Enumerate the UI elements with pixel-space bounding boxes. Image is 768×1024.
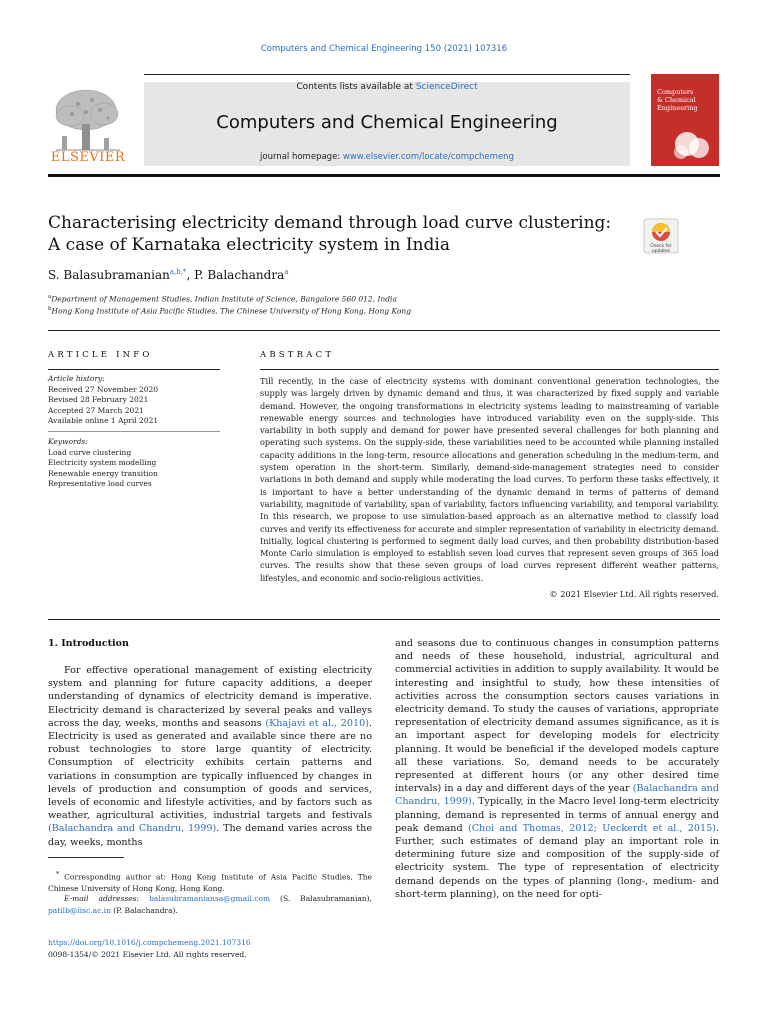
email-link[interactable]: balasubramaniansa@gmail.com <box>149 894 271 903</box>
affiliation-marker: a <box>48 294 52 300</box>
elsevier-wordmark: ELSEVIER <box>50 150 126 165</box>
masthead-rule <box>144 74 630 75</box>
check-for-updates-label <box>641 244 681 254</box>
left-column-paragraph <box>48 664 372 849</box>
affiliation-text: Department of Management Studies, Indian Institute of Science, Bangalore 560 012, India <box>51 294 397 304</box>
contents-prefix: Contents lists available at <box>296 82 413 92</box>
author-affiliation-marker[interactable]: a,b,* <box>169 268 187 276</box>
history-label: Article history: <box>48 374 105 383</box>
abstract-bottom-rule <box>48 619 720 620</box>
doi-link[interactable]: https://doi.org/10.1016/j.compchemeng.2021.107316 <box>48 938 251 947</box>
copyright-notice: © 2021 Elsevier Ltd. All rights reserved. <box>549 589 719 599</box>
cover-title <box>657 88 717 112</box>
keyword: Electricity system modelling <box>48 458 157 467</box>
accepted-date: Accepted 27 March 2021 <box>48 405 144 415</box>
author-name[interactable]: P. Balachandra <box>194 268 285 282</box>
body-text: and seasons due to continuous changes in consumption patterns and needs of these household, industrial, agricultural and commercial activities in addition to supply availability. It would be interesting and insightful to study, how these intensities of activities across the consumption sectors causes variations in electricity demand. To study the causes of variations, appropriate representation of electricity demand assumes significance, as it is an important aspect for developing models for electricity planning. It would be beneficial if the developed models capture all these variations. So, demand needs to be accurately represented at different hours (or any other desired time intervals) in a day and different days of the year <box>395 638 719 795</box>
homepage-line <box>144 152 630 162</box>
body-text: For effective operational management of existing electricity system and planning for future capacity additions, a deeper understanding of dynamics of electricity demand is imperative. Electricity demand is characterized by several peaks and valleys across the day, weeks, months and seasons <box>48 665 372 729</box>
check-label-line: Check for <box>650 244 672 249</box>
journal-homepage-link[interactable]: www.elsevier.com/locate/compchemeng <box>342 152 514 162</box>
cover-molecule-icon <box>665 126 715 164</box>
right-column-paragraph <box>395 637 719 901</box>
citation-link[interactable]: (Khajavi et al., 2010) <box>265 717 369 729</box>
section-heading-introduction: 1. Introduction <box>48 638 129 649</box>
keyword: Load curve clustering <box>48 447 132 457</box>
email-link[interactable]: patilb@iisc.ac.in <box>48 905 111 915</box>
body-text: . Further, such estimates of demand play an important role in determining future size and composition of the supply-side of electricity system. The type of representation of electricity demand depends on the types of planning (long-, medium- and short-term planning), on the need for opti- <box>395 822 720 900</box>
keywords-rule <box>48 431 220 432</box>
corresponding-author-footnote <box>48 869 372 895</box>
article-info-rule <box>48 369 220 370</box>
footnote-text: Corresponding author at: Hong Kong Institute of Asia Pacific Studies, The Chinese University of Hong Kong, Hong Kong. <box>48 872 372 893</box>
body-text: . The demand varies across the day, weeks, months <box>48 823 372 848</box>
contents-line <box>144 82 630 92</box>
journal-reference-link[interactable]: Computers and Chemical Engineering 150 (2021) 107316 <box>260 44 508 54</box>
keyword: Renewable energy transition <box>48 468 158 478</box>
email-owner: (S. Balasubramanian), <box>280 894 372 903</box>
keywords-label: Keywords: <box>48 437 88 446</box>
title-block-rule <box>48 330 720 331</box>
body-text: . Electricity is used as generated and available since there are no robust technologies to store large quantity of electricity. Consumption of electricity exhibits certain patterns and variations in consumption are typically influenced by changes in levels of production and consumption of goods and services, levels of economic and lifestyle activities, and by factors such as weather, agricultural activities, industrial targets and festivals <box>48 717 373 822</box>
keyword: Representative load curves <box>48 479 152 488</box>
affiliation-a <box>48 294 397 304</box>
footnote-rule <box>48 857 124 858</box>
email-label: E-mail addresses: <box>64 894 140 903</box>
email-owner: (P. Balachandra). <box>113 905 178 915</box>
paper-title: Characterising electricity demand through load curve clustering: A case of Karnataka electricity system in India <box>48 213 612 255</box>
keywords <box>48 437 158 490</box>
cover-title-line: Computers <box>657 88 694 96</box>
check-label-line: updates <box>651 249 671 254</box>
abstract-heading: ABSTRACT <box>260 350 335 360</box>
author-affiliation-marker[interactable]: a <box>284 268 289 276</box>
citation-link[interactable]: ; Ueckerdt et al., 2015) <box>593 822 716 834</box>
sciencedirect-link[interactable]: ScienceDirect <box>415 82 478 92</box>
affiliation-text: Hong Kong Institute of Asia Pacific Studies, The Chinese University of Hong Kong, Hong Kong <box>51 306 412 316</box>
footnote-marker: * <box>56 871 60 878</box>
online-date: Available online 1 April 2021 <box>48 416 159 425</box>
affiliation-b <box>48 306 411 316</box>
author-list <box>48 268 288 282</box>
body-text: . Typically, in the Macro level long-term electricity planning, demand is represented in terms of annual energy and peak demand <box>395 796 719 834</box>
article-info-heading: ARTICLE INFO <box>48 350 153 360</box>
citation-link[interactable]: (Balachandra and Chandru, 1999) <box>48 823 217 835</box>
abstract-text: Till recently, in the case of electricity systems with dominant conventional generation technologies, the supply was largely driven by dynamic demand and thus, it was characterized by fixed supply and variable demand. However, the ongoing transformations in electricity systems leading to mainstreaming of variable renewable energy sources and technologies have introduced variability even on the supply-side. This variability in both supply and demand for power have presented several challenges for both planning and operating such systems. On the supply-side, these variabilities need to be accounted while planning installed capacity additions in the long-term, resource allocations and generation scheduling in the medium-term, and system operation in the short-term. Similarly, demand-side-management strategies need to consider variations in both demand and supply while moderating the load curves. To perform these tasks effectively, it is important to have a better understanding of the dynamic demand in terms of patterns of demand variability, magnitude of variability, span of variability, factors influencing variability, and temporal variability. In this research, we propose to use simulation-based approach as an alternative method to classify load curves and verify its effectiveness for accurate and simpler representation of variability in electricity demand. Initially, logical clustering is performed to segment daily load curves, and then probability distribution-based Monte Carlo simulation is employed to establish seven load curves that represent seven groups of 365 load curves. The results show that these seven groups of load curves represent different weather patterns, lifestyles, and economic and socio-religious activities. <box>260 376 719 583</box>
affiliation-marker: b <box>48 306 52 312</box>
homepage-prefix: journal homepage: <box>260 152 341 162</box>
email-footnote <box>48 893 372 916</box>
cover-title-line: & Chemical <box>657 96 696 104</box>
author-name[interactable]: S. Balasubramanian <box>48 268 170 282</box>
abstract-rule <box>260 369 719 370</box>
article-history <box>48 374 158 427</box>
received-date: Received 27 November 2020 <box>48 384 159 394</box>
revised-date: Revised 28 February 2021 <box>48 395 149 404</box>
header-thick-rule <box>48 174 720 177</box>
author-separator: , <box>186 268 195 282</box>
cover-title-line: Engineering <box>657 104 698 112</box>
citation-link[interactable]: (Choi and Thomas, 2012 <box>467 822 594 834</box>
issn-line: 0098-1354/© 2021 Elsevier Ltd. All rights reserved. <box>48 950 247 959</box>
citation-link[interactable]: (Balachandra and Chandru, 1999) <box>395 783 719 808</box>
journal-title: Computers and Chemical Engineering <box>216 112 558 133</box>
